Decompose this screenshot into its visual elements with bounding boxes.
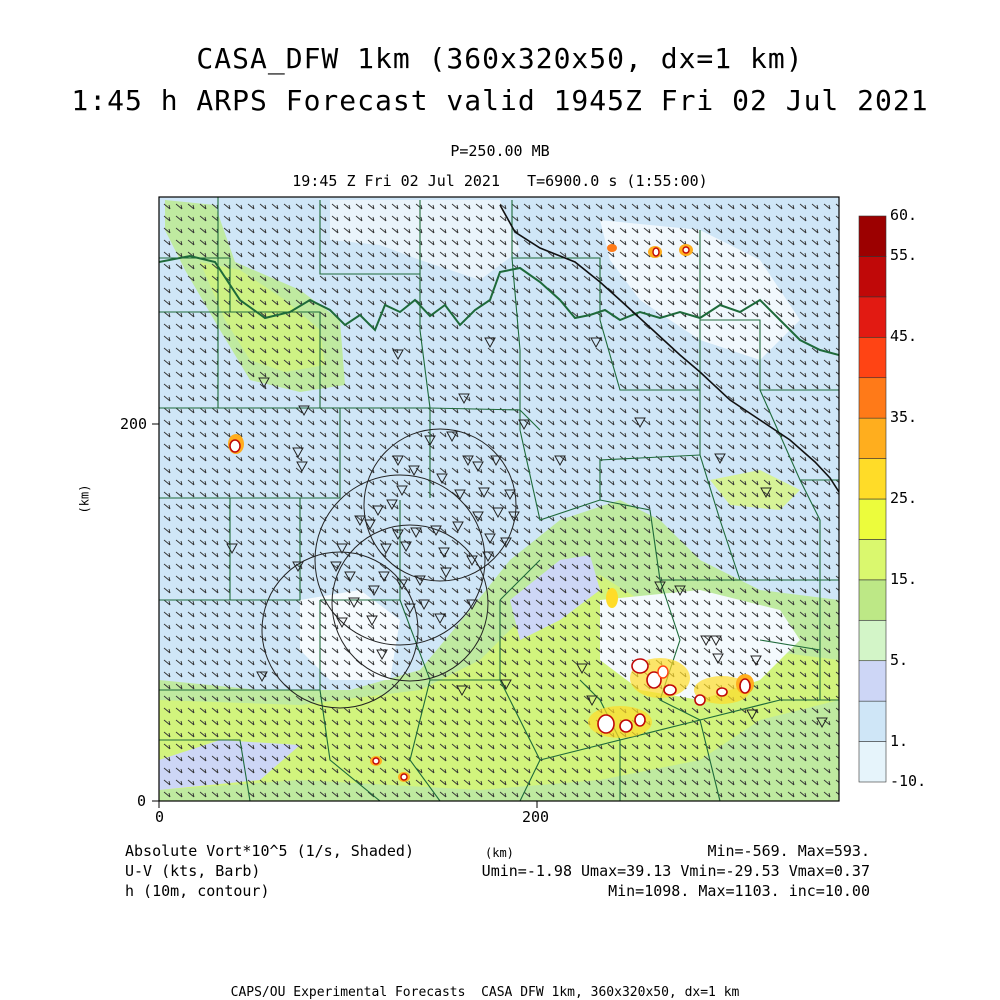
colorbar-label: -10.	[890, 772, 927, 790]
colorbar-label: 60.	[890, 206, 918, 224]
colorbar-swatch	[859, 418, 886, 458]
x-axis-label: (km)	[485, 846, 514, 860]
cell-west	[228, 434, 244, 454]
colorbar-label: 5.	[890, 650, 909, 669]
colorbar-swatch	[859, 337, 886, 377]
valid-time: 19:45 Z Fri 02 Jul 2021 T=6900.0 s (1:55:00)	[292, 172, 708, 190]
footer: CAPS/OU Experimental Forecasts CASA DFW 1km, 360x320x50, dx=1 km	[230, 985, 740, 1000]
colorbar-swatch	[859, 580, 886, 620]
colorbar-swatch	[859, 620, 886, 660]
colorbar-swatch	[859, 459, 886, 499]
colorbar-label: 1.	[890, 731, 909, 750]
colorbar-label: 35.	[890, 408, 918, 427]
legend-field3-stats: Min=1098. Max=1103. inc=10.00	[608, 882, 870, 900]
legend-field2: U-V (kts, Barb)	[125, 862, 261, 880]
colorbar-label: 55.	[890, 246, 918, 265]
colorbar-swatch	[859, 256, 886, 296]
legend-field1-stats: Min=-569. Max=593.	[707, 842, 870, 860]
colorbar-swatch	[859, 297, 886, 337]
y-tick-0: 0	[137, 792, 147, 810]
colorbar-swatch	[859, 378, 886, 418]
colorbar-swatch	[859, 701, 886, 741]
title-line-2: 1:45 h ARPS Forecast valid 1945Z Fri 02 Jul 2021	[71, 84, 929, 117]
colorbar-label: 25.	[890, 489, 918, 507]
colorbar-swatch	[859, 742, 886, 782]
colorbar-swatch	[859, 539, 886, 579]
colorbar-label: 15.	[890, 569, 918, 588]
colorbar-label: 45.	[890, 327, 918, 346]
x-tick-0: 0	[155, 808, 165, 826]
colorbar	[859, 216, 886, 782]
y-axis-label: (km)	[77, 484, 92, 514]
legend-field1: Absolute Vort*10^5 (1/s, Shaded)	[125, 842, 414, 860]
legend-field3: h (10m, contour)	[125, 882, 270, 900]
title-line-1: CASA_DFW 1km (360x320x50, dx=1 km)	[196, 42, 804, 75]
colorbar-swatch	[859, 216, 886, 256]
x-tick-200: 200	[522, 808, 550, 826]
colorbar-swatch	[859, 499, 886, 539]
colorbar-swatch	[859, 661, 886, 701]
legend-field2-stats: Umin=-1.98 Umax=39.13 Vmin=-29.53 Vmax=0.37	[481, 862, 870, 880]
pressure-level: P=250.00 MB	[450, 142, 550, 160]
y-tick-200: 200	[120, 415, 148, 433]
